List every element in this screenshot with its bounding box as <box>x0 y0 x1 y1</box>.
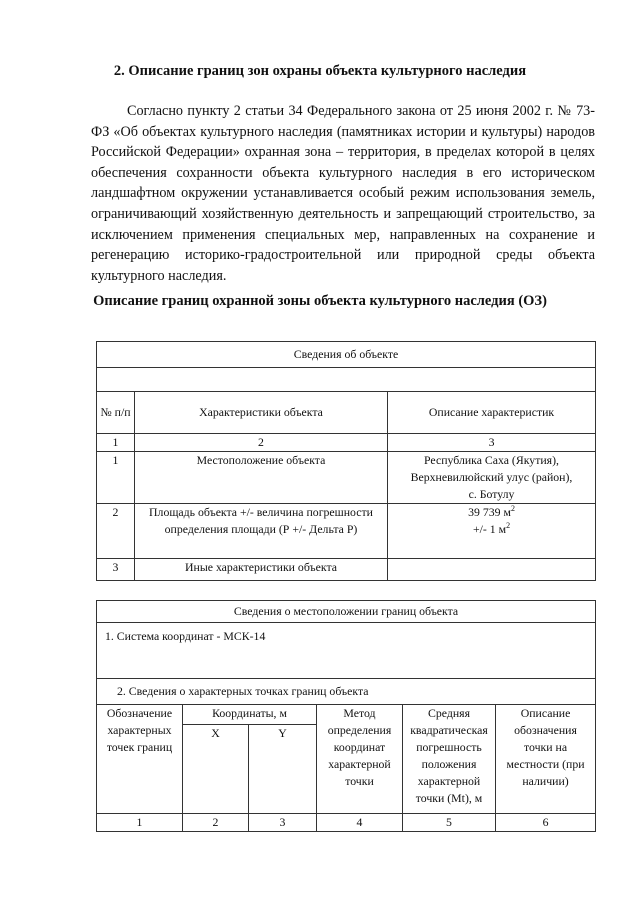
section-title: 2. Описание границ зон охраны объекта культурного наследия <box>113 63 527 79</box>
area-value: 39 739 м <box>468 505 511 519</box>
row-characteristic: Местоположение объекта <box>135 452 388 504</box>
row-num: 3 <box>97 559 135 581</box>
row-description <box>388 559 596 581</box>
col-number: 1 <box>97 814 183 832</box>
table-row <box>97 452 596 504</box>
area-error: +/- 1 м <box>472 522 507 536</box>
row-description <box>388 504 596 559</box>
header-designation: Обозначение характерных точек границ <box>97 705 183 814</box>
header-coords: Координаты, м <box>183 705 317 725</box>
object-info-table <box>96 341 596 581</box>
header-num: № п/п <box>97 392 135 434</box>
object-table-spacer <box>97 368 596 392</box>
row-num: 1 <box>97 452 135 504</box>
coord-system: 1. Система координат - МСК-14 <box>97 623 596 679</box>
location-line: Республика Саха (Якутия), <box>424 453 559 467</box>
boundary-table <box>96 600 596 832</box>
header-y: Y <box>249 725 317 814</box>
col-number: 3 <box>249 814 317 832</box>
points-caption: 2. Сведения о характерных точках границ объекта <box>97 679 596 705</box>
col-number: 4 <box>317 814 403 832</box>
header-x: X <box>183 725 249 814</box>
col-number: 1 <box>97 434 135 452</box>
header-point-description: Описание обозначения точки на местности (при наличии) <box>496 705 596 814</box>
col-number: 3 <box>388 434 596 452</box>
header-error: Средняя квадратическая погрешность положения характерной точки (Mt), м <box>403 705 496 814</box>
intro-paragraph: Согласно пункту 2 статьи 34 Федерального закона от 25 июня 2002 г. № 73-ФЗ «Об объектах культурного наследия (памятниках истории и культуры) народов Российской Федерации» охранная зона – территория, в пределах которой в целях обеспечения сохранности объекта культурного наследия в его историческом ландшафтном окружении устанавливается особый режим использования земель, ограничивающий хозяйственную деятельность и запрещающий строительство, за исключением применения специальных мер, направленных на сохранение и регенерацию историко-градостроительной или природной среды объекта культурного наследия. <box>91 103 595 284</box>
header-description: Описание характеристик <box>388 392 596 434</box>
error-unit-power: 2 <box>506 521 511 531</box>
table-row <box>97 559 596 581</box>
col-number: 6 <box>496 814 596 832</box>
row-num: 2 <box>97 504 135 559</box>
header-characteristic: Характеристики объекта <box>135 392 388 434</box>
row-characteristic: Иные характеристики объекта <box>135 559 388 581</box>
location-line: с. Ботулу <box>468 487 515 501</box>
boundary-caption: Сведения о местоположении границ объекта <box>97 601 596 623</box>
table-row <box>97 504 596 559</box>
object-table-caption: Сведения об объекте <box>97 342 596 368</box>
row-characteristic: Площадь объекта +/- величина погрешности определения площади (Р +/- Дельта Р) <box>135 504 388 559</box>
row-description <box>388 452 596 504</box>
area-unit-power: 2 <box>510 504 515 514</box>
col-number: 5 <box>403 814 496 832</box>
zone-title: Описание границ охранной зоны объекта культурного наследия (ОЗ) <box>93 293 547 309</box>
col-number: 2 <box>183 814 249 832</box>
header-method: Метод определения координат характерной точки <box>317 705 403 814</box>
location-line: Верхневилюйский улус (район), <box>410 470 573 484</box>
col-number: 2 <box>135 434 388 452</box>
